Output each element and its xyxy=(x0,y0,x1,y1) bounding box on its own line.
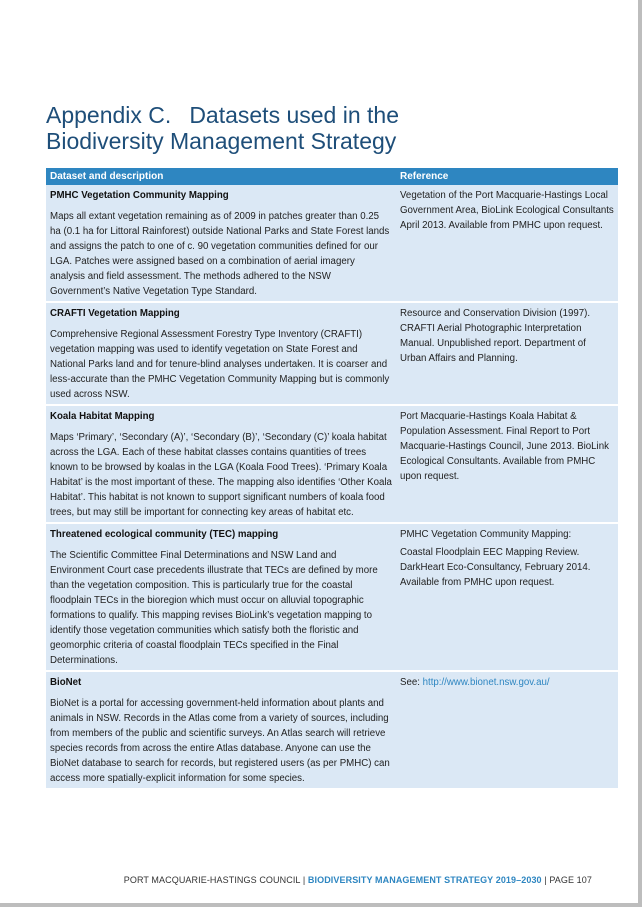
reference-text-2: Coastal Floodplain EEC Mapping Review. DarkHeart Eco-Consultancy, February 2014. Available from PMHC upon request. xyxy=(400,547,591,588)
footer-strategy: BIODIVERSITY MANAGEMENT STRATEGY 2019–2030 xyxy=(307,875,542,885)
footer-separator: | xyxy=(302,875,306,885)
reference-cell xyxy=(396,671,618,789)
header-reference: Reference xyxy=(396,168,618,185)
dataset-description: Maps all extant vegetation remaining as of 2009 in patches greater than 0.25 ha (0.1 ha for Littoral Rainforest) outside National Parks and State Forest lands and assigns the patch to one of c. 90 vegetation communities defined for our LGA. Patches were assigned based on a combination of aerial imagery analysis and field assessment. The methods adhered to the NSW Government’s Native Vegetation Type Standard. xyxy=(50,211,390,297)
reference-cell xyxy=(396,185,618,302)
header-dataset: Dataset and description xyxy=(46,168,396,185)
dataset-cell xyxy=(46,302,396,405)
reference-text: PMHC Vegetation Community Mapping: xyxy=(400,529,572,540)
table-row xyxy=(46,302,618,405)
appendix-label: Appendix C. xyxy=(46,102,172,128)
reference-text: Port Macquarie-Hastings Koala Habitat & Population Assessment. Final Report to Port Macquarie-Hastings Council, June 2013. BioLink Ecological Consultants. Available from PMHC upon request. xyxy=(400,411,609,482)
dataset-name: Koala Habitat Mapping xyxy=(50,411,155,422)
dataset-description: Maps ‘Primary’, ‘Secondary (A)’, ‘Secondary (B)’, ‘Secondary (C)’ koala habitat across the LGA. Each of these habitat classes contains quantities of trees known to be browsed by koalas in the LGA (Koala Food Trees). ‘Primary Koala Habitat’ is the most important of these. The mapping also identifies ‘Other Koala Habitat’. This habitat is not known to support significant numbers of koala food trees, but may still be important for connecting key areas of habitat etc. xyxy=(50,432,392,518)
footer-page-number: PAGE 107 xyxy=(549,875,592,885)
bionet-link[interactable]: http://www.bionet.nsw.gov.au/ xyxy=(422,677,550,688)
reference-text xyxy=(400,675,614,690)
reference-text: Vegetation of the Port Macquarie-Hastings Local Government Area, BioLink Ecological Consultants April 2013. Available from PMHC upon request. xyxy=(400,190,614,231)
footer-council: PORT MACQUARIE-HASTINGS COUNCIL xyxy=(123,875,301,885)
dataset-cell xyxy=(46,671,396,789)
page-title xyxy=(46,102,606,154)
reference-cell xyxy=(396,523,618,671)
dataset-name: BioNet xyxy=(50,677,82,688)
table-row xyxy=(46,405,618,523)
dataset-name: PMHC Vegetation Community Mapping xyxy=(50,190,229,201)
dataset-cell xyxy=(46,405,396,523)
table-row xyxy=(46,185,618,302)
reference-text: Resource and Conservation Division (1997). CRAFTI Aerial Photographic Interpretation Manual. Unpublished report. Department of Urban Affairs and Planning. xyxy=(400,308,591,364)
dataset-description: Comprehensive Regional Assessment Forestry Type Inventory (CRAFTI) vegetation mapping was used to identify vegetation on State Forest and National Parks land and for tenure-blind analyses undertaken. It is coarser and less-accurate than the PMHC Vegetation Community Mapping but is commonly used across NSW. xyxy=(50,329,390,400)
page-footer xyxy=(124,875,592,885)
dataset-description: BioNet is a portal for accessing government-held information about plants and animals in NSW. Records in the Atlas come from a variety of sources, including from members of the public and scientific surveys. An Atlas search will retrieve species records from across the entire Atlas database. Anyone can use the BioNet database to search for records, but registered users (as per PMHC) can access more spatially-explicit information for some species. xyxy=(50,698,390,784)
datasets-table xyxy=(46,168,618,790)
dataset-cell xyxy=(46,523,396,671)
table-header-row xyxy=(46,168,618,185)
dataset-cell xyxy=(46,185,396,302)
reference-cell xyxy=(396,302,618,405)
dataset-name: Threatened ecological community (TEC) mapping xyxy=(50,529,279,540)
title-line-2: Biodiversity Management Strategy xyxy=(46,128,397,154)
table-row xyxy=(46,523,618,671)
table-row xyxy=(46,671,618,789)
reference-prefix: See: xyxy=(400,677,423,688)
title-line-1: Datasets used in the xyxy=(189,102,399,128)
dataset-name: CRAFTI Vegetation Mapping xyxy=(50,308,180,319)
dataset-description: The Scientific Committee Final Determinations and NSW Land and Environment Court case precedents illustrate that TECs are defined by more than the vegetation composition. This is particularly true for the coastal floodplain TECs in the bioregion which must occur on alluvial topographic formations to qualify. This mapping revises BioLink’s vegetation mapping to identify those vegetation communities which satisfy both the floristic and geomorphic criteria of coastal floodplain TECs specified in the Final Determinations. xyxy=(50,550,378,666)
reference-cell xyxy=(396,405,618,523)
footer-separator-2: | xyxy=(544,875,547,885)
